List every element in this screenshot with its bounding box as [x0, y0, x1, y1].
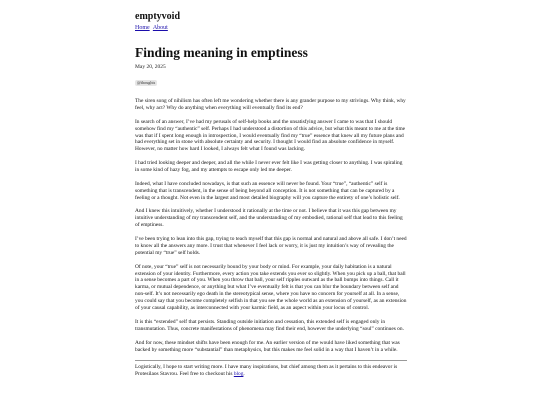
- paragraph: Indeed, what I have concluded nowadays, is that such an essence will never be found. Your “true”, “authentic” self is something that is transcendent, in the sense of being beyond all conception. It is not something that can be captured by a feeling or a thought. Not even in the largest and most detailed biography will you capture the entirety of one’s holistic self.: [135, 180, 400, 201]
- footer-text: Logistically, I hope to start writing more. I have many inspirations, but chief among them as it pertains to this endeavor is Protesilaos Stavrou. Feel free to checkout his: [135, 364, 398, 378]
- site-nav: [135, 24, 407, 32]
- paragraph: And I knew this intuitively, whether I understood it rationally at the time or not. I believe that it was this gap between my intuitive understanding of my transcendent self, and the understanding of my embodied, rational self that lead to this feeling of emptiness.: [135, 208, 403, 229]
- post-title: Finding meaning in emptiness: [135, 45, 308, 60]
- post-body: [135, 98, 407, 353]
- blog-link[interactable]: blog: [233, 371, 244, 378]
- post-date: May 20, 2025: [135, 64, 166, 70]
- site-title: emptyvoid: [135, 11, 180, 22]
- content-column: [135, 10, 407, 378]
- paragraph: I’ve been trying to lean into this gap, trying to teach myself that this gap is normal and natural and above all safe. I don’t need to know all the answers any more. I trust that whenever I feel lack or worry, it is just my intuition’s way of revealing the potential my “true” self holds.: [135, 236, 407, 256]
- paragraph: And for now, these mindset shifts have been enough for me. An earlier version of me would have liked something that was backed by something more “substantial” than metaphysics, but this makes me feel solid in a way that I haven’t in a while.: [135, 339, 400, 353]
- paragraph: In search of an answer, I’ve had my perusals of self-help books and the unsatisfying answer I came to was that I should somehow find my “authentic” self. Perhaps I had understood a distortion of this advice, but what this meant to me at the time was that if I spent long enough in introspection, I would eventually find my “true” essence that knew all my future plans and had everything set in stone with absolute certainty and security. I thought I would find an absolute confidence in myself. However, no matter how hard I looked, I always felt what I found was lacking.: [135, 118, 406, 153]
- paragraph: Of note, your “true” self is not necessarily bound by your body or mind. For example, your daily habitation is a natural extension of your identity. Furthermore, every action you take extends you ever so slightly. When you pick up a ball, that ball in a sense becomes a part of you. When you throw that ball, your self ripples outward as the ball bumps into things. Call it karma, or mutual dependence, or anything but what I’ve eventually felt is that you can blur the boundary between self and non-self. It’s not necessarily ego death in the stereotypical sense, where you have no concern for yourself at all. In a sense, you could say that you become completely selfish in that you see the whole world as an extension of yourself, as an extension of your causal capability, as interconnected with your karmic field, as an aspect within your locus of control.: [135, 263, 407, 312]
- nav-link-about[interactable]: About: [152, 25, 168, 31]
- footer-paragraph: [135, 364, 407, 378]
- divider: [135, 360, 407, 361]
- nav-link-home[interactable]: Home: [135, 25, 150, 31]
- post-footer: [135, 364, 407, 378]
- paragraph: The siren song of nihilism has often left me wondering whether there is any grander purpose to my strivings. Why think, why feel, why act? Why do anything when everything will eventually find its end?: [135, 98, 406, 111]
- paragraph: It is this “extended” self that persists. Standing outside initiation and cessation, this extended self is engaged only in transmutation. Thus, concrete manifestations of phenomena may find their end, however the underlying “soul” continues on.: [135, 318, 404, 332]
- paragraph: I had tried looking deeper and deeper, and all the while I never ever felt like I was getting closer to anything. I was spiraling in some kind of hazy fog, and my attempts to escape only led me deeper.: [135, 160, 403, 174]
- footer-end: .: [243, 371, 245, 378]
- post-tag-badge[interactable]: @thoughts: [137, 80, 156, 85]
